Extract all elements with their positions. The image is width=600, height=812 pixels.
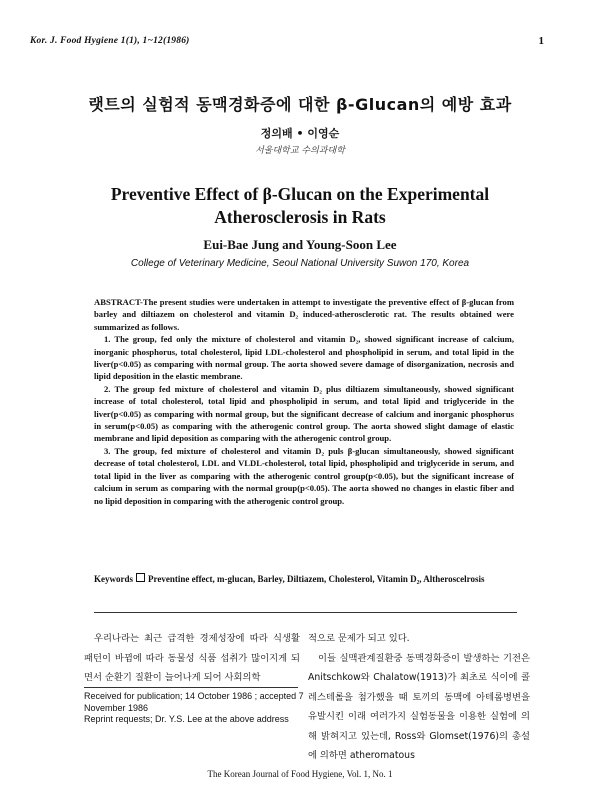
footnote-reprint: Reprint requests; Dr. Y.S. Lee at the above address xyxy=(84,714,289,724)
section-divider xyxy=(94,612,517,613)
body-left-paragraph: 우리나라는 최근 급격한 경제성장에 따라 식생활 패턴이 바뀜에 따라 동물성 식품 섭취가 많이지게 되면서 순환기 질환이 늘어나게 되어 사회의학 xyxy=(84,633,300,683)
korean-title: 랫트의 실험적 동맥경화증에 대한 β-Glucan의 예방 효과 xyxy=(88,95,512,114)
keywords-label: Keywords xyxy=(94,574,133,584)
english-title-line-1: Preventive Effect of β-Glucan on the Experimental xyxy=(110,184,490,204)
footnote-received: Received for publication; 14 October 1986 ; accepted 7 November 1986 xyxy=(84,691,304,713)
footnote xyxy=(84,691,304,726)
english-title-line-2: Atherosclerosis in Rats xyxy=(214,207,386,227)
body-right-line: 적으로 문제가 되고 있다. xyxy=(308,633,410,644)
korean-affiliation: 서울대학교 수의과대학 xyxy=(255,146,345,156)
abstract-point-2: 2. The group fed mixture of cholesterol and vitamin D₂ plus diltiazem simultaneously, showed significant increase of total cholesterol, total lipid and phospholipid in serum, and total lipid and triglyceride in the liver(p<0.05) as comparing with normal group, but the significant decrease of calcium and inorganic phosphorus in serum(p<0.05) as comparing with the atherogenic control group. The aorta showed slight damage of elastic membrane and lipid deposition as comparing with the atherogenic control group. xyxy=(94,383,514,444)
abstract xyxy=(94,296,514,507)
english-affiliation: College of Veterinary Medicine, Seoul National University Suwon 170, Korea xyxy=(130,258,470,269)
body-left-column xyxy=(84,629,300,688)
body-right-paragraph: 이들 실맥관계질환중 동맥경화증이 발생하는 기전은 Anitschkow와 Chalatow(1913)가 최초로 식이에 콜레스테롤을 첨가했을 때 토끼의 동맥에 아테롬병변을 유발시킨 이래 여러가지 실험동물을 이용한 실험에 의해 밝혀지고 있는데, Ross와 Glomset(1976)의 총설에 의하면 atheromatous xyxy=(308,652,530,761)
abstract-intro: ABSTRACT-The present studies were undertaken in attempt to investigate the preventive effect of β-glucan from barley and diltiazem on cholesterol and vitamin D₂ induced-atherosclerotic rat. The results obtained were summarized as follows. xyxy=(94,297,514,332)
page-footer: The Korean Journal of Food Hygiene, Vol. 1, No. 1 xyxy=(207,769,393,779)
english-title xyxy=(0,183,600,229)
square-bullet-icon xyxy=(136,573,145,582)
abstract-point-1: 1. The group, fed only the mixture of cholesterol and vitamin D₂, showed significant increase of calcium, inorganic phosphorus, total cholesterol, lipid LDL-cholesterol and phospholipid in serum, and total lipid in the liver(p<0.05) as comparing with normal group. The aorta showed severe damage of disorganization, necrosis and lipid deposition in the elastic membrane. xyxy=(94,334,514,382)
korean-authors: 정의배 • 이영순 xyxy=(260,127,340,140)
keywords-text: Preventine effect, m-glucan, Barley, Diltiazem, Cholesterol, Vitamin D₂, Altheroscelrosis xyxy=(148,574,485,584)
footnote-divider xyxy=(84,687,298,688)
journal-citation: Kor. J. Food Hygiene 1(1), 1~12(1986) xyxy=(30,36,190,46)
body-right-column xyxy=(308,629,530,766)
keywords xyxy=(94,573,514,586)
page-number: 1 xyxy=(538,35,544,47)
abstract-point-3: 3. The group, fed mixture of cholesterol and vitamin D₂ puls β-glucan simultaneously, showed significant decrease of total cholesterol, LDL and VLDL-cholesterol, total lipid, phospholipid and triglyceride in serum, and total lipid in the liver as comparing with the atherogenic control group(p<0.05), but the significant increase of calcium in serum as comparing with the normal group(p<0.05). The aorta showed no changes in elastic fiber and no lipid deposition in comparing with the atherogenic control group. xyxy=(94,445,514,506)
english-authors: Eui-Bae Jung and Young-Soon Lee xyxy=(203,237,397,252)
